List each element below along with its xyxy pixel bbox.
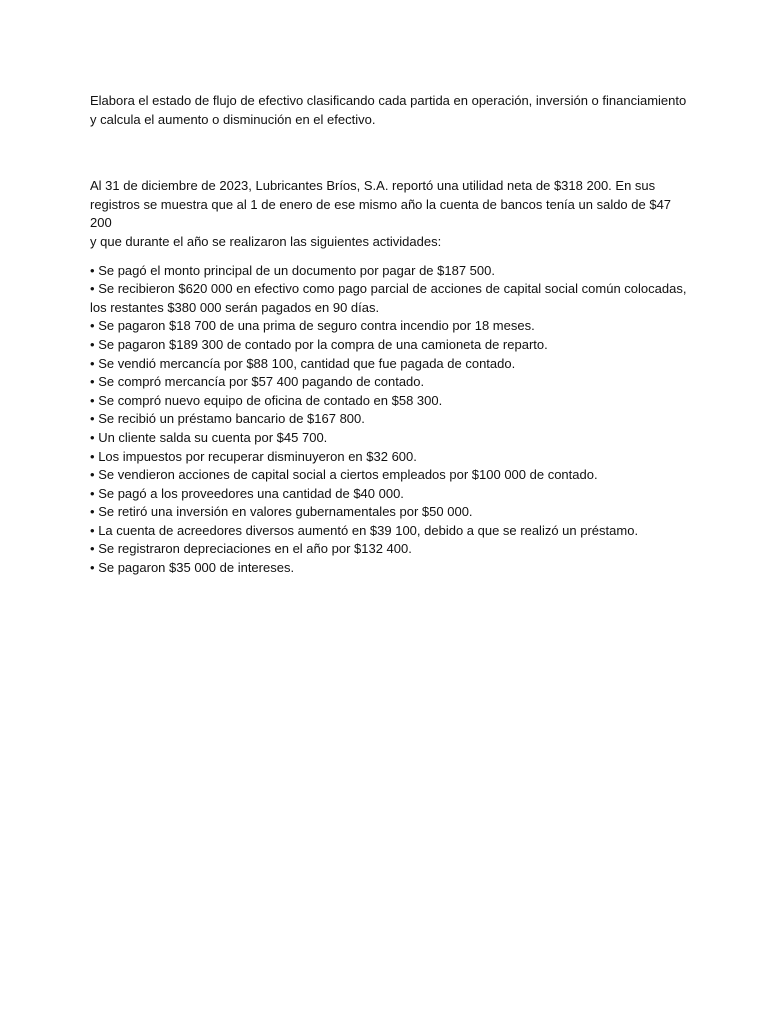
bullet-marker: • <box>90 392 95 408</box>
bullet-marker: • <box>90 504 95 520</box>
activity-text: Se vendió mercancía por $88 100, cantidad que fue pagada de contado. <box>98 355 516 371</box>
activity-text: Se compró nuevo equipo de oficina de contado en $58 300. <box>98 392 443 408</box>
bullet-marker: • <box>90 541 95 557</box>
activity-text: La cuenta de acreedores diversos aumentó en $39 100, debido a que se realizó un préstamo. <box>98 522 639 538</box>
list-item <box>90 336 690 355</box>
bullet-marker: • <box>90 355 95 371</box>
activity-text: Se pagaron $35 000 de intereses. <box>98 560 295 576</box>
activity-text: Se registraron depreciaciones en el año por $132 400. <box>98 541 412 557</box>
list-item <box>90 355 690 374</box>
list-item <box>90 317 690 336</box>
list-item <box>90 373 690 392</box>
activity-text: Se pagaron $189 300 de contado por la compra de una camioneta de reparto. <box>98 336 548 352</box>
bullet-marker: • <box>90 448 95 464</box>
activity-text: Los impuestos por recuperar disminuyeron en $32 600. <box>98 448 417 464</box>
bullet-marker: • <box>90 262 95 278</box>
document-page <box>90 92 690 578</box>
activity-list <box>90 262 690 578</box>
bullet-marker: • <box>90 374 95 390</box>
activity-text: Se pagaron $18 700 de una prima de seguro contra incendio por 18 meses. <box>98 318 535 334</box>
list-item <box>90 392 690 411</box>
activity-text: Se recibieron $620 000 en efectivo como pago parcial de acciones de capital social común colocadas, los restantes $380 000 serán pagados en 90 días. <box>90 281 687 315</box>
list-item <box>90 410 690 429</box>
bullet-marker: • <box>90 522 95 538</box>
list-item <box>90 448 690 467</box>
list-item <box>90 503 690 522</box>
activity-text: Se pagó el monto principal de un documento por pagar de $187 500. <box>98 262 495 278</box>
list-item <box>90 522 690 541</box>
bullet-marker: • <box>90 281 95 297</box>
activity-text: Se vendieron acciones de capital social a ciertos empleados por $100 000 de contado. <box>98 467 598 483</box>
list-item <box>90 262 690 281</box>
bullet-marker: • <box>90 485 95 501</box>
activity-text: Se pagó a los proveedores una cantidad de $40 000. <box>98 485 404 501</box>
activity-text: Se compró mercancía por $57 400 pagando de contado. <box>98 374 425 390</box>
instruction-paragraph: Elabora el estado de flujo de efectivo clasificando cada partida en operación, inversión o financiamiento y calcula el aumento o disminución en el efectivo. <box>90 93 687 127</box>
bullet-marker: • <box>90 467 95 483</box>
activity-text: Se retiró una inversión en valores gubernamentales por $50 000. <box>98 504 473 520</box>
list-item <box>90 429 690 448</box>
list-item <box>90 559 690 578</box>
bullet-marker: • <box>90 411 95 427</box>
bullet-marker: • <box>90 318 95 334</box>
activity-text: Un cliente salda su cuenta por $45 700. <box>98 429 328 445</box>
bullet-marker: • <box>90 429 95 445</box>
intro-paragraph: Al 31 de diciembre de 2023, Lubricantes Bríos, S.A. reportó una utilidad neta de $318 200. En sus registros se muestra que al 1 de enero de ese mismo año la cuenta de bancos tenía un saldo de $47 200 y que durante el año se realizaron las siguientes actividades: <box>90 178 672 249</box>
list-item <box>90 485 690 504</box>
activity-text: Se recibió un préstamo bancario de $167 800. <box>98 411 365 427</box>
list-item <box>90 466 690 485</box>
bullet-marker: • <box>90 336 95 352</box>
bullet-marker: • <box>90 560 95 576</box>
list-item <box>90 540 690 559</box>
list-item <box>90 280 690 317</box>
